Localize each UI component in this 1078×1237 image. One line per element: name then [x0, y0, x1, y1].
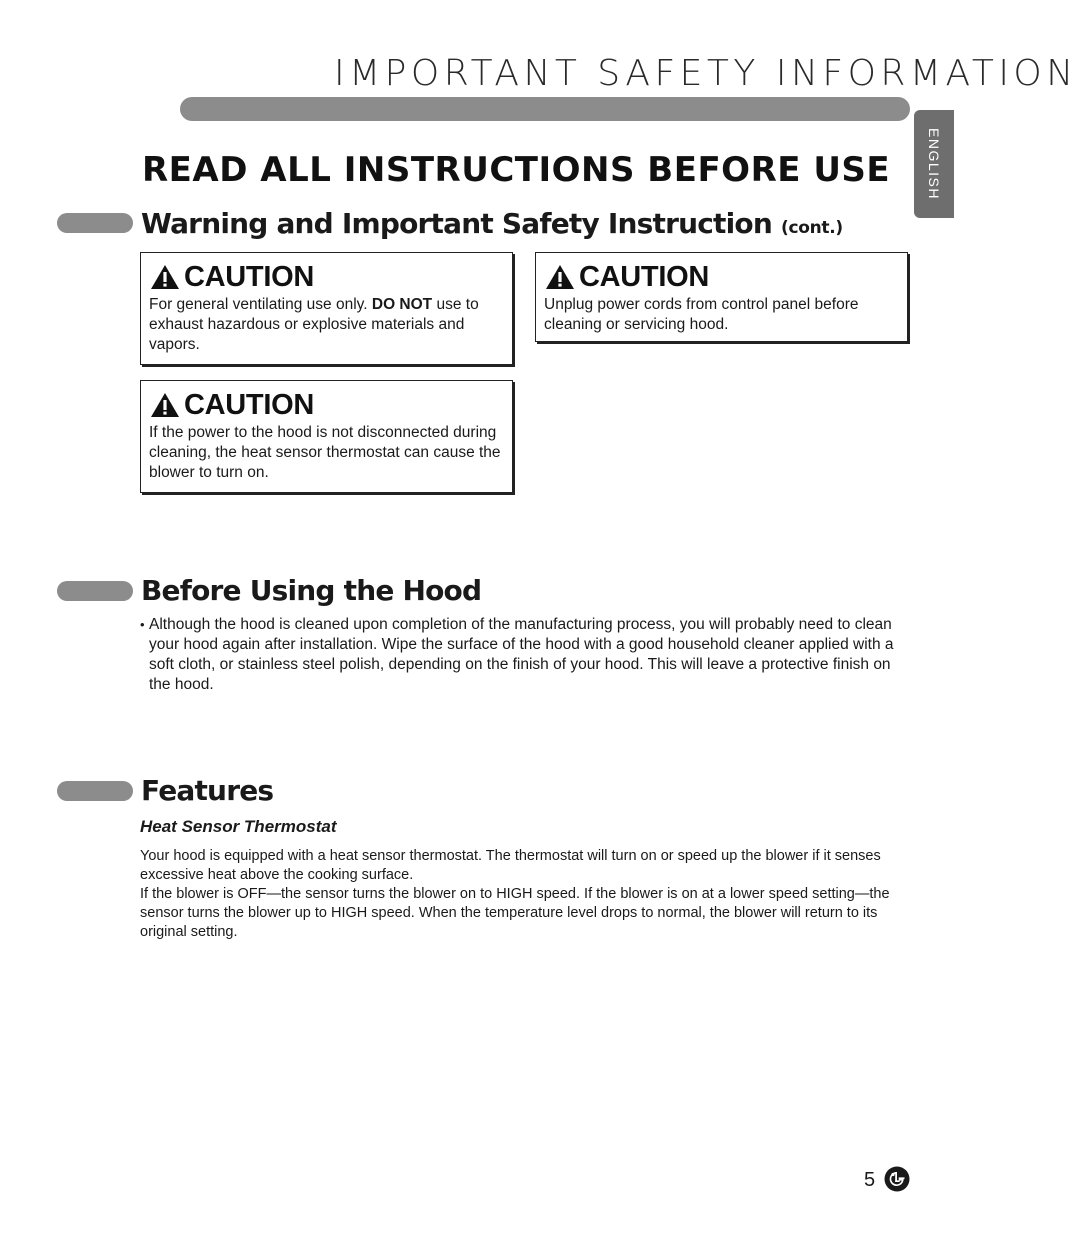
caution-label: CAUTION: [184, 260, 315, 293]
before-using-paragraph: [140, 615, 910, 695]
features-subtitle: Heat Sensor Thermostat: [140, 817, 337, 836]
before-using-title: Before Using the Hood: [141, 574, 482, 607]
bullet: •: [140, 617, 145, 632]
features-paragraph-1: Your hood is equipped with a heat sensor thermostat. The thermostat will turn on or speed up the blower if it senses excessive heat above the cooking surface.: [140, 848, 881, 883]
section-marker-pill: [57, 781, 133, 801]
language-tab-label: ENGLISH: [926, 128, 942, 200]
warning-section-title-suffix: (cont.): [780, 218, 843, 238]
features-paragraph-2: If the blower is OFF—the sensor turns the blower on to HIGH speed. If the blower is on at a lower speed setting—the sensor turns the blower up to HIGH speed. When the temperature level drops to normal, the blower will return to its original setting.: [140, 886, 890, 940]
warning-section-title: [141, 206, 843, 246]
caution-header: [149, 262, 504, 292]
caution-header: [149, 390, 504, 420]
section-marker-pill: [57, 213, 133, 233]
warning-triangle-icon: [150, 264, 180, 290]
caution-text: If the power to the hood is not disconnected during cleaning, the heat sensor thermostat can cause the blower to turn on.: [149, 424, 501, 481]
caution-label: CAUTION: [184, 388, 315, 421]
caution-box-power: [140, 380, 513, 493]
lg-logo: [884, 1166, 910, 1192]
page-header-title: IMPORTANT SAFETY INFORMATION: [334, 53, 1078, 94]
language-tab[interactable]: [914, 110, 954, 218]
lg-logo-icon: [884, 1166, 910, 1192]
main-heading: READ ALL INSTRUCTIONS BEFORE USE: [142, 150, 891, 190]
warning-triangle-icon: [545, 264, 575, 290]
warning-section-title-text: Warning and Important Safety Instruction: [141, 207, 773, 240]
page-number: 5: [864, 1169, 876, 1191]
caution-text-emphasis: DO NOT: [371, 296, 433, 313]
caution-header: [544, 262, 899, 292]
before-using-text: Although the hood is cleaned upon completion of the manufacturing process, you will probably need to clean your hood again after installation. Wipe the surface of the hood with a good household cleaner applied with a soft cloth, or stainless steel polish, depending on the finish of your hood. This will leave a protective finish on the hood.: [149, 616, 894, 693]
features-title: Features: [141, 774, 274, 807]
caution-label: CAUTION: [579, 260, 710, 293]
section-marker-pill: [57, 581, 133, 601]
caution-text: Unplug power cords from control panel before cleaning or servicing hood.: [544, 296, 859, 333]
warning-triangle-icon: [150, 392, 180, 418]
header-divider-bar: [180, 97, 910, 121]
caution-text: [149, 295, 504, 355]
caution-box-ventilating: [140, 252, 513, 365]
caution-text-part: use to exhaust hazardous or explosive materials and vapors.: [149, 296, 479, 353]
caution-text-part: For general ventilating use only.: [149, 296, 372, 313]
caution-box-unplug: [535, 252, 908, 342]
